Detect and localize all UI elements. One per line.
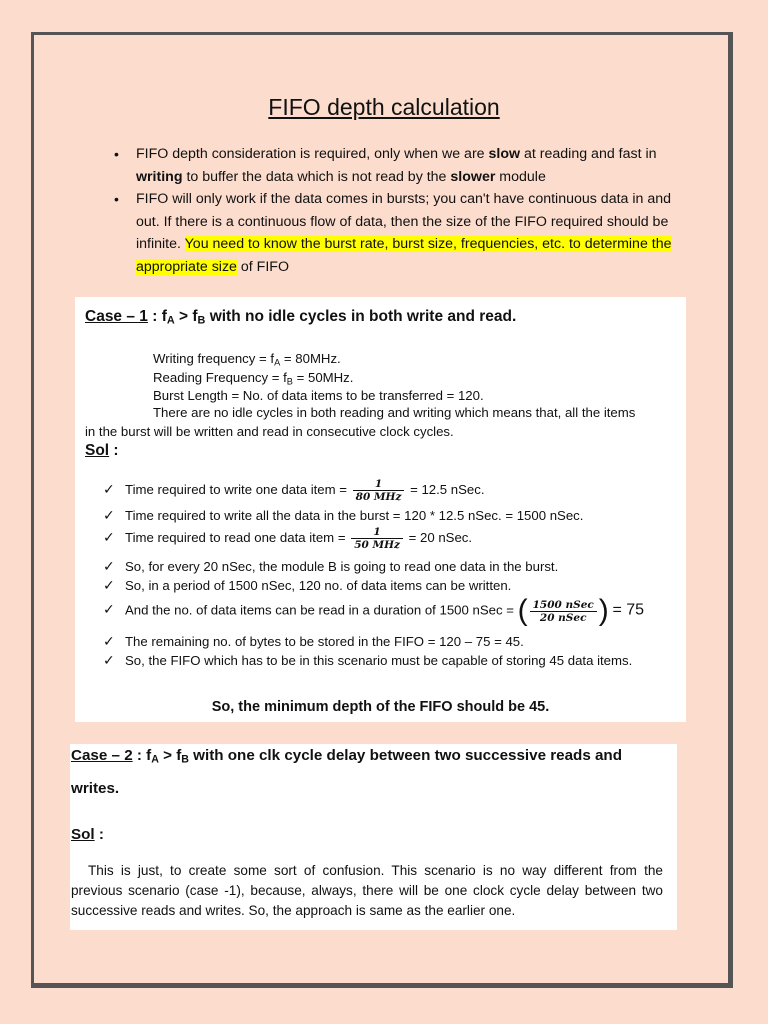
case1-sol-label: Sol :	[85, 442, 119, 459]
read-frequency: Reading Frequency = $f_B = 50MHz$.	[153, 370, 354, 387]
write-frequency: Writing frequency = $f_A = 80MHz$.	[153, 351, 341, 368]
checkmark-icon: ✓	[103, 528, 115, 545]
bullet-icon: •	[114, 146, 119, 162]
checkmark-icon: ✓	[103, 601, 115, 618]
fraction: $\frac{1}{\text{80 MHz}}$	[353, 478, 405, 503]
page-title: FIFO depth calculation	[268, 94, 500, 120]
burst-length: Burst Length = No. of data items to be transferred = 120.	[153, 388, 484, 403]
case1-heading: Case – 1 : $f_A > f_B$ with no idle cycles in both write and read.	[85, 308, 517, 327]
case2-heading-line2: writes.	[71, 780, 120, 797]
case2-paragraph: This is just, to create some sort of confusion. This scenario is no way different from the previous scenario (case -1), because, always, there will be one clock cycle delay between two successive reads and writes. So, the approach is same as the earlier one.	[71, 863, 663, 918]
case2-heading: Case – 2 : $f_A > f_B$ with one clk cycle delay between two successive reads and	[71, 747, 622, 766]
case2-sol-label: Sol :	[71, 826, 104, 843]
intro-bullet-1: • FIFO depth consideration is required, only when we are slow at reading and fast in writing to buffer the data which is not read by the slower module	[112, 143, 672, 188]
intro-bullet-list	[112, 143, 672, 278]
step-3: ✓ Time required to read one data item = $\frac{1}{\text{50 MHz}}$ = 20 nSec.	[103, 526, 473, 551]
highlighted-text: You need to know the burst rate, burst size, frequencies, etc. to determine the appropriate size	[136, 236, 672, 275]
checkmark-icon: ✓	[103, 633, 115, 649]
idle-line-2: in the burst will be written and read in consecutive clock cycles.	[85, 424, 454, 439]
checkmark-icon: ✓	[103, 507, 115, 523]
fraction: $\frac{\text{1500 nSec}}{\text{20 nSec}}$	[530, 599, 597, 624]
checkmark-icon: ✓	[103, 480, 115, 497]
bullet-icon: •	[114, 191, 119, 207]
fraction: $\frac{1}{\text{50 MHz}}$	[351, 526, 403, 551]
checkmark-icon: ✓	[103, 577, 115, 593]
checkmark-icon: ✓	[103, 558, 115, 574]
step-7: ✓ The remaining no. of bytes to be stored in the FIFO = 120 – 75 = 45.	[103, 633, 524, 649]
idle-line-1: There are no idle cycles in both reading and writing which means that, all the items	[153, 405, 636, 420]
step-8: ✓ So, the FIFO which has to be in this scenario must be capable of storing 45 data items.	[103, 652, 633, 668]
step-1: ✓ Time required to write one data item = $\frac{1}{\text{80 MHz}}$ = 12.5 nSec.	[103, 478, 485, 503]
case1-conclusion: So, the minimum depth of the FIFO should be 45.	[211, 699, 550, 715]
step-2: ✓ Time required to write all the data in the burst = 120 * 12.5 nSec. = 1500 nSec.	[103, 507, 584, 523]
step-4: ✓ So, for every 20 nSec, the module B is going to read one data in the burst.	[103, 558, 559, 574]
case2-panel	[70, 744, 677, 930]
intro-bullet-2: • FIFO will only work if the data comes in bursts; you can't have continuous data in and out. If there is a continuous flow of data, then the size of the FIFO required should be infinite. You need to know the burst rate, burst size, frequencies, etc. to determine the appropriate size of FIFO	[112, 188, 672, 278]
case1-panel	[75, 297, 686, 722]
step-5: ✓ So, in a period of 1500 nSec, 120 no. of data items can be written.	[103, 577, 512, 593]
checkmark-icon: ✓	[103, 652, 115, 668]
step-6: ✓ And the no. of data items can be read in a duration of 1500 nSec = ( $\frac{\text{1500 nSec}}{\text{20 nSec}}$ ) = 75	[103, 594, 645, 627]
